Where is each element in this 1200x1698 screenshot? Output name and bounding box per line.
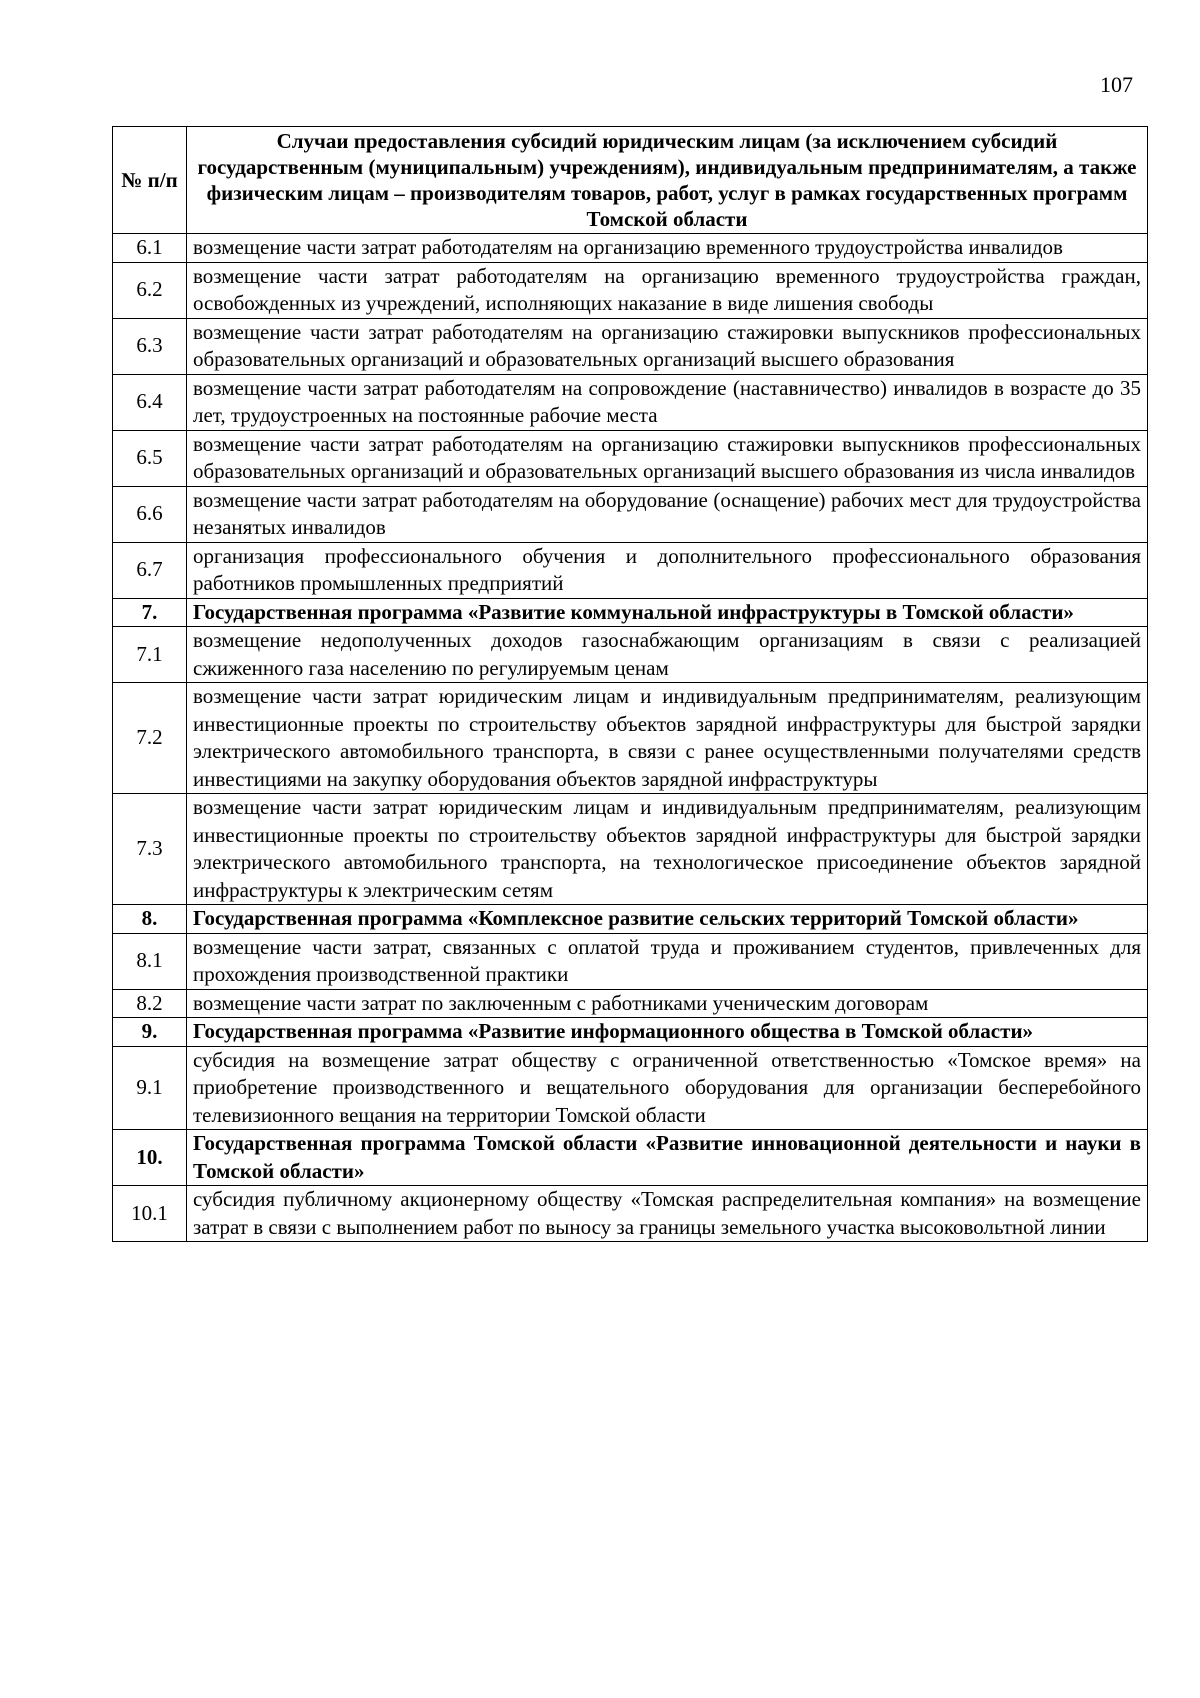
- row-text: возмещение части затрат работодателям на организацию стажировки выпускников профессиональных образовательных организаций и образовательных организаций высшего образования: [187, 318, 1148, 374]
- row-number: 7.2: [113, 683, 187, 794]
- row-text: возмещение части затрат работодателям на организацию временного трудоустройства граждан, освобожденных из учреждений, исполняющих наказание в виде лишения свободы: [187, 262, 1148, 318]
- table-row: [113, 318, 1148, 374]
- row-number: 7.1: [113, 627, 187, 683]
- table-row: [113, 1186, 1148, 1242]
- row-number: 6.1: [113, 234, 187, 263]
- row-text: субсидия на возмещение затрат обществу с ограниченной ответственностью «Томское время» на приобретение производственного и вещательного оборудования для организации бесперебойного телевизионного вещания на территории Томской области: [187, 1046, 1148, 1130]
- table-header-row: [113, 127, 1148, 234]
- row-number: 6.2: [113, 262, 187, 318]
- table-section-row: [113, 1130, 1148, 1186]
- row-number: 9.: [113, 1018, 187, 1047]
- table-row: [113, 486, 1148, 542]
- table-section-row: [113, 905, 1148, 934]
- row-text: возмещение части затрат, связанных с оплатой труда и проживанием студентов, привлеченных для прохождения производственной практики: [187, 933, 1148, 989]
- row-number: 8.2: [113, 989, 187, 1018]
- header-title: Случаи предоставления субсидий юридическим лицам (за исключением субсидий государственным (муниципальным) учреждениям), индивидуальным предпринимателям, а также физическим лицам – производителям товаров, работ, услуг в рамках государственных программ Томской области: [187, 127, 1148, 234]
- row-number: 6.5: [113, 430, 187, 486]
- row-text: Государственная программа Томской области «Развитие инновационной деятельности и науки в Томской области»: [187, 1130, 1148, 1186]
- row-text: возмещение части затрат по заключенным с работниками ученическим договорам: [187, 989, 1148, 1018]
- table-row: [113, 262, 1148, 318]
- subsidy-table: [112, 126, 1148, 1242]
- table-row: [113, 989, 1148, 1018]
- table-row: [113, 374, 1148, 430]
- table-section-row: [113, 1018, 1148, 1047]
- table-row: [113, 234, 1148, 263]
- row-number: 6.7: [113, 542, 187, 598]
- table-section-row: [113, 598, 1148, 627]
- row-text: субсидия публичному акционерному обществу «Томская распределительная компания» на возмещение затрат в связи с выполнением работ по выносу за границы земельного участка высоковольтной линии: [187, 1186, 1148, 1242]
- row-text: Государственная программа «Развитие информационного общества в Томской области»: [187, 1018, 1148, 1047]
- row-text: Государственная программа «Комплексное развитие сельских территорий Томской области»: [187, 905, 1148, 934]
- table-row: [113, 933, 1148, 989]
- header-num: № п/п: [113, 127, 187, 234]
- row-number: 10.: [113, 1130, 187, 1186]
- row-text: возмещение части затрат юридическим лицам и индивидуальным предпринимателям, реализующим инвестиционные проекты по строительству объектов зарядной инфраструктуры для быстрой зарядки электрического автомобильного транспорта, в связи с ранее осуществленными получателями средств инвестициями на закупку оборудования объектов зарядной инфраструктуры: [187, 683, 1148, 794]
- row-number: 8.: [113, 905, 187, 934]
- row-text: возмещение части затрат работодателям на оборудование (оснащение) рабочих мест для трудоустройства незанятых инвалидов: [187, 486, 1148, 542]
- row-number: 6.6: [113, 486, 187, 542]
- row-text: Государственная программа «Развитие коммунальной инфраструктуры в Томской области»: [187, 598, 1148, 627]
- row-text: возмещение недополученных доходов газоснабжающим организациям в связи с реализацией сжиженного газа населению по регулируемым ценам: [187, 627, 1148, 683]
- row-text: возмещение части затрат работодателям на сопровождение (наставничество) инвалидов в возрасте до 35 лет, трудоустроенных на постоянные рабочие места: [187, 374, 1148, 430]
- table-row: [113, 794, 1148, 905]
- table-row: [113, 627, 1148, 683]
- table-row: [113, 1046, 1148, 1130]
- row-number: 6.4: [113, 374, 187, 430]
- row-number: 10.1: [113, 1186, 187, 1242]
- row-text: возмещение части затрат работодателям на организацию стажировки выпускников профессиональных образовательных организаций и образовательных организаций высшего образования из числа инвалидов: [187, 430, 1148, 486]
- row-text: организация профессионального обучения и дополнительного профессионального образования работников промышленных предприятий: [187, 542, 1148, 598]
- row-number: 9.1: [113, 1046, 187, 1130]
- row-number: 8.1: [113, 933, 187, 989]
- table-row: [113, 430, 1148, 486]
- row-number: 7.: [113, 598, 187, 627]
- page-number: 107: [1100, 72, 1133, 97]
- row-number: 6.3: [113, 318, 187, 374]
- table-row: [113, 683, 1148, 794]
- row-text: возмещение части затрат работодателям на организацию временного трудоустройства инвалидов: [187, 234, 1148, 263]
- table-row: [113, 542, 1148, 598]
- row-text: возмещение части затрат юридическим лицам и индивидуальным предпринимателям, реализующим инвестиционные проекты по строительству объектов зарядной инфраструктуры для быстрой зарядки электрического автомобильного транспорта, на технологическое присоединение объектов зарядной инфраструктуры к электрическим сетям: [187, 794, 1148, 905]
- row-number: 7.3: [113, 794, 187, 905]
